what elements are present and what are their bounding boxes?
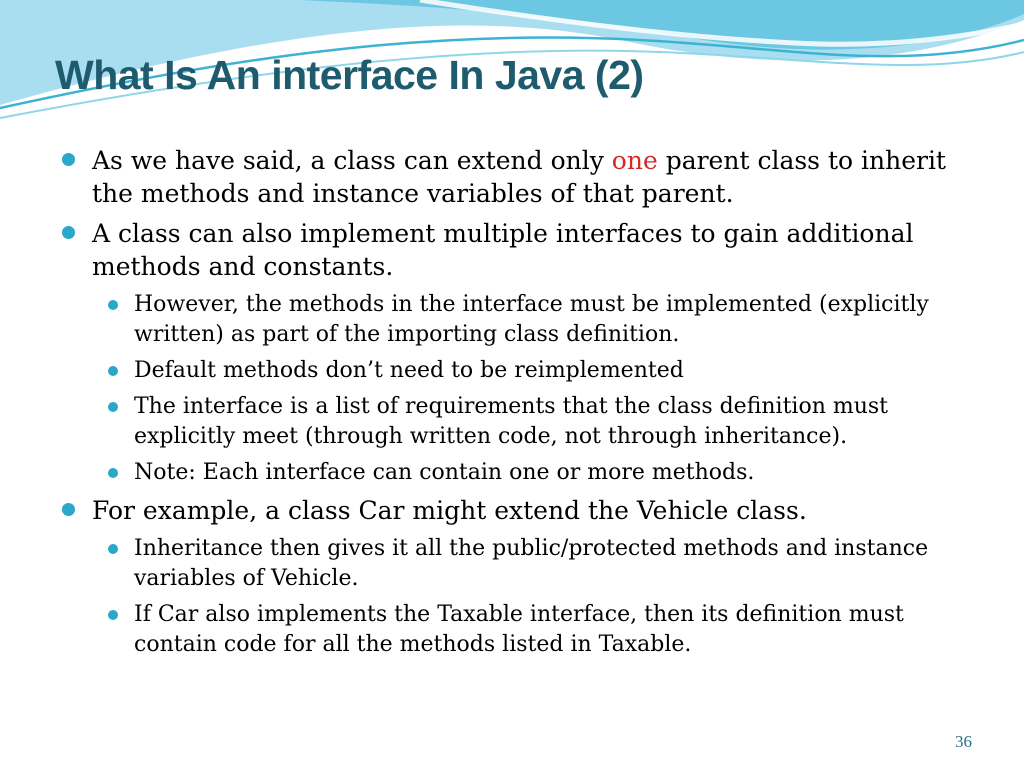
bullet-text: For example, a class Car might extend the Vehicle class. xyxy=(92,496,807,525)
bullet-dot-icon xyxy=(108,300,118,310)
sub-bullet-item xyxy=(62,356,982,386)
sub-bullet-item xyxy=(62,392,982,452)
slide-content xyxy=(62,144,982,666)
bullet-dot-icon xyxy=(108,544,118,554)
bullet-item xyxy=(62,144,982,210)
bullet-item xyxy=(62,494,982,527)
sub-bullet-item xyxy=(62,290,982,350)
sub-bullet-text: However, the methods in the interface must be implemented (explicitly written) as part of the importing class definition. xyxy=(134,292,929,347)
bullet-dot-icon xyxy=(62,226,75,239)
bullet-text: A class can also implement multiple interfaces to gain additional methods and constants. xyxy=(92,219,914,281)
sub-bullet-text: Inheritance then gives it all the public/protected methods and instance variables of Vehicle. xyxy=(134,536,929,591)
bullet-text-part: parent class to inherit the methods and instance variables of that parent. xyxy=(92,146,946,208)
bullet-dot-icon xyxy=(108,468,118,478)
sub-bullet-item xyxy=(62,458,982,488)
sub-bullet-text: The interface is a list of requirements that the class definition must explicitly meet (through written code, not through inheritance). xyxy=(134,394,889,449)
sub-bullet-text: Note: Each interface can contain one or more methods. xyxy=(134,460,755,485)
sub-bullet-text: Default methods don’t need to be reimplemented xyxy=(134,358,684,383)
sub-bullet-item xyxy=(62,534,982,594)
emphasis-text: one xyxy=(611,146,658,175)
bullet-dot-icon xyxy=(62,153,75,166)
bullet-dot-icon xyxy=(108,610,118,620)
bullet-dot-icon xyxy=(108,366,118,376)
sub-bullet-item xyxy=(62,600,982,660)
bullet-dot-icon xyxy=(62,503,75,516)
bullet-item xyxy=(62,217,982,283)
page-number: 36 xyxy=(955,732,972,751)
bullet-text-part: As we have said, a class can extend only xyxy=(92,146,612,175)
slide-title: What Is An interface In Java (2) xyxy=(55,52,644,98)
sub-bullet-text: If Car also implements the Taxable interface, then its definition must contain code for all the methods listed in Taxable. xyxy=(134,602,904,657)
bullet-dot-icon xyxy=(108,402,118,412)
